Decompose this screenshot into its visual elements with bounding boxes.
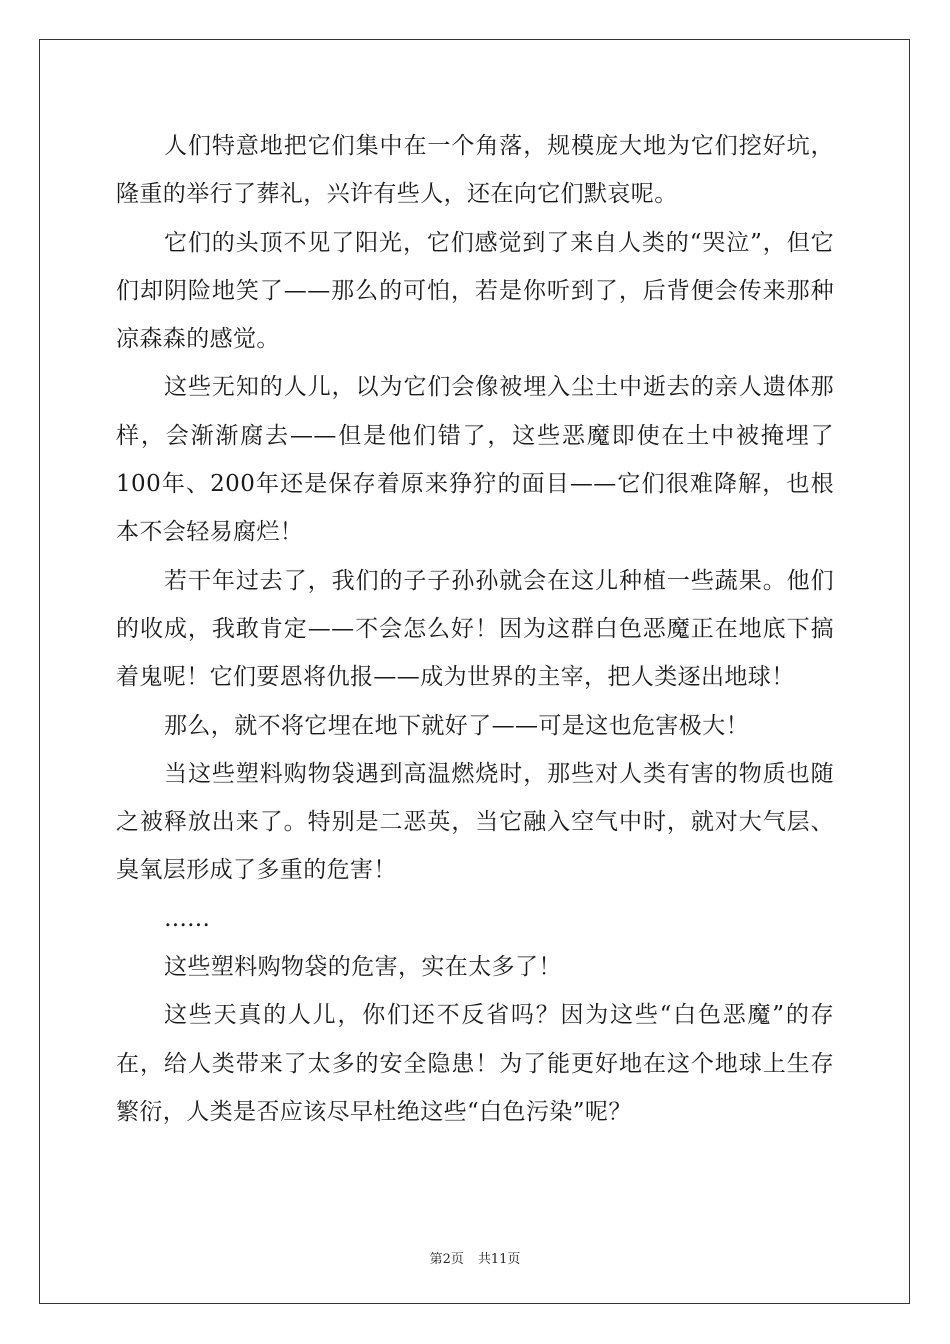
paragraph-ellipsis: …… (164, 905, 210, 932)
total-pages: 共11页 (477, 1252, 521, 1267)
page-footer (0, 1248, 950, 1267)
paragraph-4: 若干年过去了，我们的子子孙孙就会在这儿种植一些蔬果。他们的收成，我敢肯定——不会怎么好！因为这群白色恶魔正在地底下搞着鬼呢！它们要恩将仇报——成为世界的主宰，把人类逐出地球！ (116, 567, 834, 691)
paragraph-3: 这些无知的人儿，以为它们会像被埋入尘土中逝去的亲人遗体那样，会渐渐腐去——但是他们错了，这些恶魔即使在土中被掩埋了100年、200年还是保存着原来狰狞的面目——它们很难降解，也根本不会轻易腐烂！ (116, 374, 834, 546)
paragraph-5: 那么，就不将它埋在地下就好了——可是这也危害极大！ (164, 712, 749, 739)
paragraph-1: 人们特意地把它们集中在一个角落，规模庞大地为它们挖好坑，隆重的举行了葬礼，兴许有些人，还在向它们默哀呢。 (116, 133, 834, 208)
paragraph-8: 这些塑料购物袋的危害，实在太多了！ (164, 954, 562, 981)
document-body (116, 122, 834, 1136)
page-number: 第2页 (429, 1252, 464, 1267)
paragraph-9: 这些天真的人儿，你们还不反省吗？因为这些“白色恶魔”的存在，给人类带来了太多的安全隐患！为了能更好地在这个地球上生存繁衍，人类是否应该尽早杜绝这些“白色污染”呢？ (116, 1002, 834, 1125)
paragraph-2: 它们的头顶不见了阳光，它们感觉到了来自人类的“哭泣”，但它们却阴险地笑了——那么的可怕，若是你听到了，后背便会传来那种凉森森的感觉。 (116, 229, 834, 353)
paragraph-6: 当这些塑料购物袋遇到高温燃烧时，那些对人类有害的物质也随之被释放出来了。特别是二恶英，当它融入空气中时，就对大气层、臭氧层形成了多重的危害！ (116, 760, 834, 884)
